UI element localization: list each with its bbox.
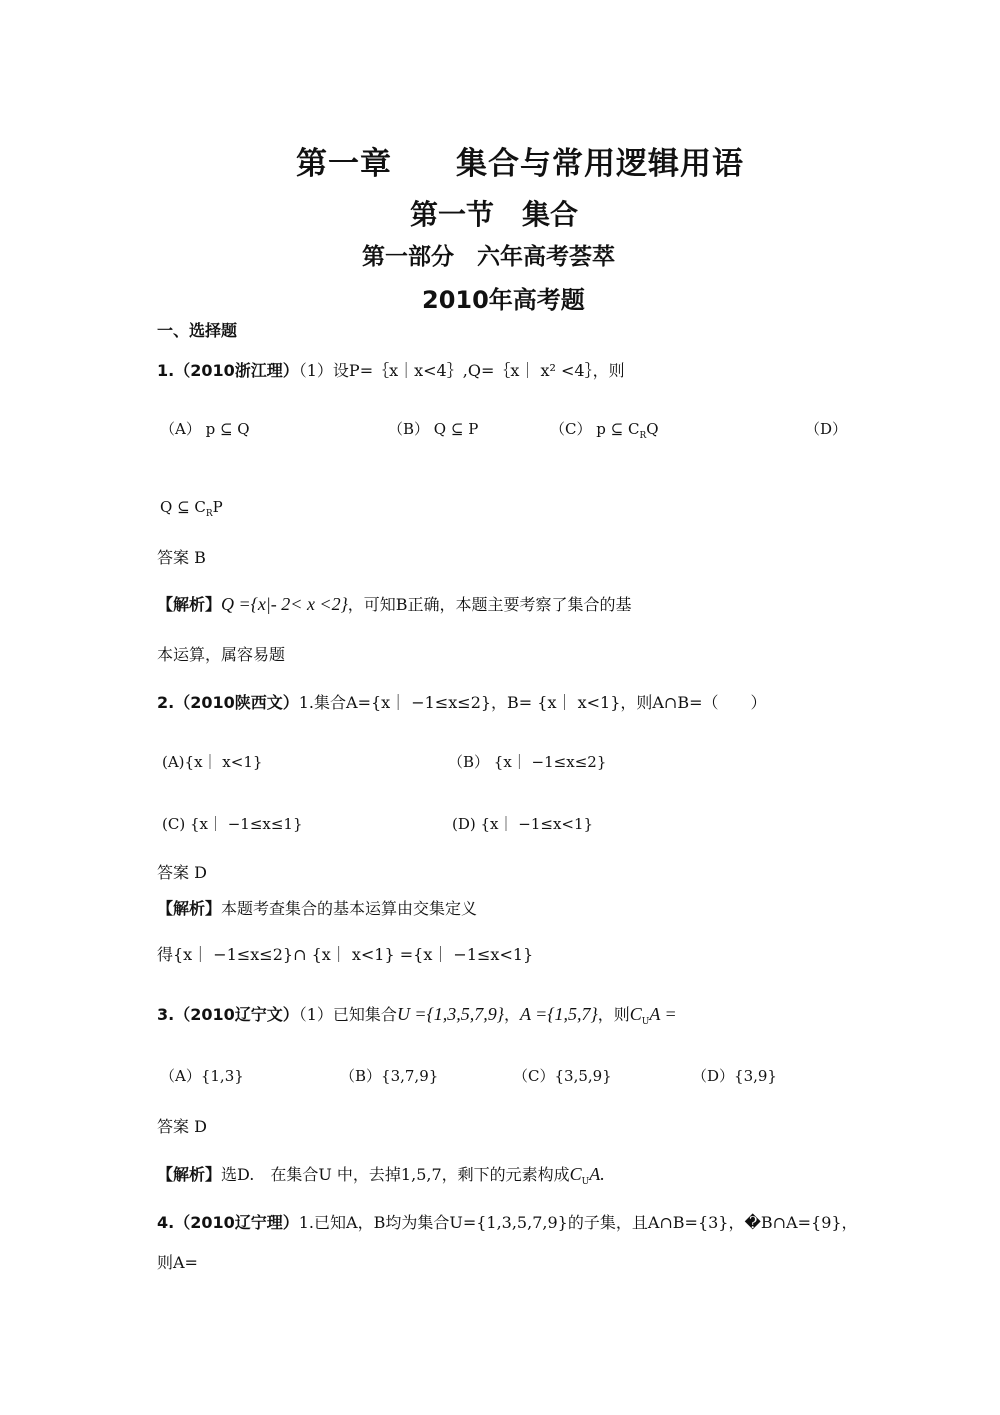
question-2 [157,690,767,713]
question-3-set-a: A ={1,5,7} [520,1004,598,1024]
year-title: 2010年高考题 [422,286,585,314]
q2-option-c: (C) {x｜ −1≤x≤1} [162,815,303,833]
q3-option-c: （C）{3,5,9} [513,1067,612,1085]
q1-analysis-cont: 本运算，属容易题 [157,645,286,664]
q1-option-d-text: Q ⊆ C [160,498,206,516]
q2-analysis-label: 【解析】 [157,899,222,918]
q1-analysis [157,592,632,615]
question-2-text: 1.集合A={x｜ −1≤x≤2}，B= {x｜ x<1}，则A∩B=（ ） [298,693,767,712]
section-label: 一、选择题 [157,321,238,340]
q1-option-c-text: （C） p ⊆ C [550,420,640,438]
question-1-number: 1.（2010浙江理） [157,361,299,380]
q3-option-b: （B）{3,7,9} [340,1067,439,1085]
question-3-text-mid: ， [503,1005,520,1024]
question-2-number: 2.（2010陕西文） [157,693,299,712]
question-4 [157,1210,858,1233]
q3-analysis-complement-tail: A. [589,1164,605,1184]
q3-option-d: （D）{3,9} [692,1067,777,1085]
question-3-complement-tail: A = [649,1004,677,1024]
question-4-text: 1.已知A，B均为集合U={1,3,5,7,9}的子集，且A∩B={3}，�B∩A={9}， [298,1213,858,1232]
question-1 [157,358,625,381]
q2-answer: 答案 D [157,863,207,882]
q1-analysis-math: Q ={x|- 2< x <2} [221,594,348,614]
question-4-cont: 则A= [157,1253,198,1272]
question-3-set-u: U ={1,3,5,7,9} [396,1004,504,1024]
question-3-complement: C [629,1004,642,1024]
q2-analysis [157,896,477,919]
q3-option-a: （A）{1,3} [160,1067,244,1085]
question-1-text: （1）设P=｛x｜x<4｝,Q=｛x｜ x² <4｝，则 [298,361,625,380]
q2-analysis-cont: 得{x｜ −1≤x≤2}∩ {x｜ x<1} ={x｜ −1≤x<1} [157,945,534,964]
q2-analysis-text: 本题考查集合的基本运算由交集定义 [221,899,478,918]
q3-analysis-complement-sub: U [581,1177,590,1188]
question-3-complement-sub: U [641,1017,650,1028]
q1-answer: 答案 B [157,548,206,567]
q3-analysis-text: 选D. 在集合U 中，去掉1,5,7，剩下的元素构成 [221,1165,570,1184]
q1-option-d-cont [160,498,223,519]
section-title: 第一节 集合 [410,198,579,231]
question-3-number: 3.（2010辽宁文） [157,1005,299,1024]
question-4-number: 4.（2010辽宁理） [157,1213,299,1232]
q1-option-c-tail: Q [646,420,659,438]
q1-option-d-sub: R [205,509,213,519]
q1-analysis-label: 【解析】 [157,595,222,614]
part-title: 第一部分 六年高考荟萃 [362,244,615,270]
q1-option-c-sub: R [639,431,647,441]
q2-option-b: （B） {x｜ −1≤x≤2} [448,753,607,771]
q1-option-c [550,418,659,441]
q1-option-d: （D） [805,420,848,438]
q1-option-a: （A） p ⊆ Q [160,420,250,438]
q1-option-b: （B） Q ⊆ P [388,420,479,438]
chapter-title: 第一章 集合与常用逻辑用语 [296,146,744,182]
question-3 [157,1002,677,1027]
q3-analysis-complement: C [569,1164,582,1184]
q3-answer: 答案 D [157,1117,207,1136]
q3-analysis-label: 【解析】 [157,1165,222,1184]
question-3-text-post: ，则 [597,1005,630,1024]
question-3-text-pre: （1）已知集合 [298,1005,397,1024]
q1-option-d-tail: P [212,498,223,516]
q2-option-d: (D) {x｜ −1≤x<1} [452,815,594,833]
q1-analysis-text: ，可知B正确，本题主要考察了集合的基 [347,595,632,614]
q2-option-a: (A){x｜ x<1} [162,753,263,771]
q3-analysis [157,1162,605,1187]
